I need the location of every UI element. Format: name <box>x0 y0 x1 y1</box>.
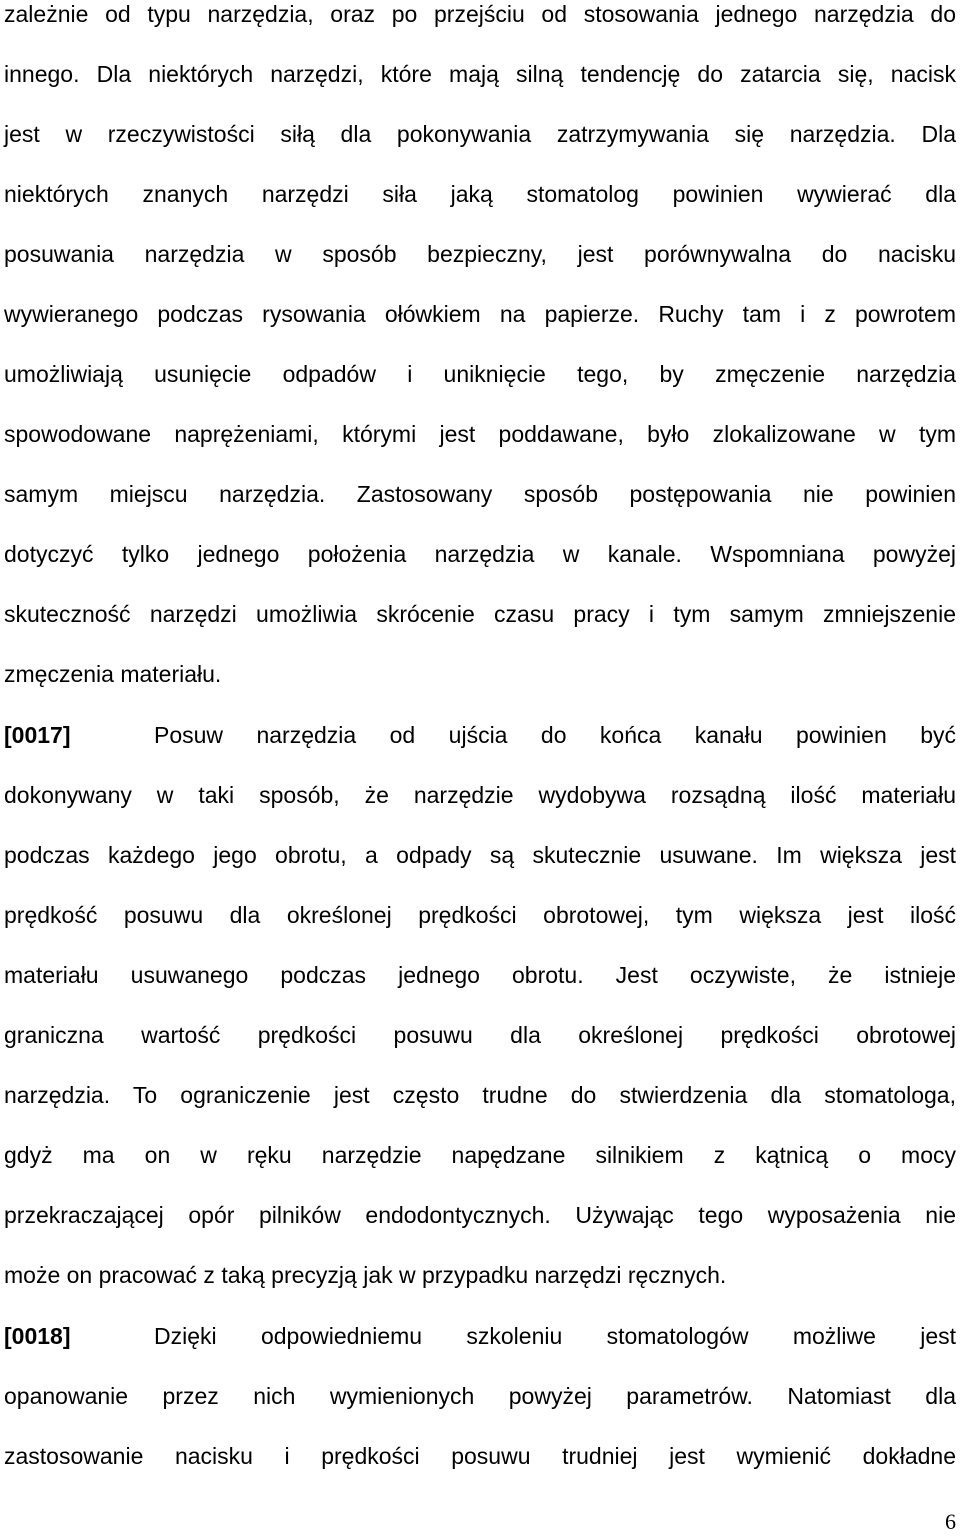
text-line: jest w rzeczywistości siłą dla pokonywania zatrzymywania się narzędzia. Dla <box>4 121 956 147</box>
paragraph-number: [0018] <box>4 1323 71 1349</box>
text-line: zastosowanie nacisku i prędkości posuwu trudniej jest wymienić dokładne <box>4 1443 956 1469</box>
text-line: przekraczającej opór pilników endodontycznych. Używając tego wyposażenia nie <box>4 1202 956 1228</box>
text-line: Posuw narzędzia od ujścia do końca kanału powinien być <box>154 722 956 748</box>
text-line: umożliwiają usunięcie odpadów i uniknięcie tego, by zmęczenie narzędzia <box>4 361 956 387</box>
text-line: graniczna wartość prędkości posuwu dla określonej prędkości obrotowej <box>4 1022 956 1048</box>
text-line: dokonywany w taki sposób, że narzędzie wydobywa rozsądną ilość materiału <box>4 782 956 808</box>
text-line: dotyczyć tylko jednego położenia narzędzia w kanale. Wspomniana powyżej <box>4 541 956 567</box>
text-line: skuteczność narzędzi umożliwia skrócenie czasu pracy i tym samym zmniejszenie <box>4 601 956 627</box>
text-line: materiału usuwanego podczas jednego obrotu. Jest oczywiste, że istnieje <box>4 962 956 988</box>
paragraph-number: [0017] <box>4 722 71 748</box>
text-line: zmęczenia materiału. <box>4 661 222 687</box>
text-line: wywieranego podczas rysowania ołówkiem na papierze. Ruchy tam i z powrotem <box>4 301 956 327</box>
text-line: gdyż ma on w ręku narzędzie napędzane silnikiem z kątnicą o mocy <box>4 1142 956 1168</box>
text-line: zależnie od typu narzędzia, oraz po przejściu od stosowania jednego narzędzia do <box>4 1 956 27</box>
text-line: narzędzia. To ograniczenie jest często trudne do stwierdzenia dla stomatologa, <box>4 1082 956 1108</box>
text-line: samym miejscu narzędzia. Zastosowany sposób postępowania nie powinien <box>4 481 956 507</box>
paragraph-0017-first-line <box>4 715 956 755</box>
text-line: posuwania narzędzia w sposób bezpieczny, jest porównywalna do nacisku <box>4 241 956 267</box>
text-line: niektórych znanych narzędzi siła jaką stomatolog powinien wywierać dla <box>4 181 956 207</box>
text-line: innego. Dla niektórych narzędzi, które mają silną tendencję do zatarcia się, nacisk <box>4 61 956 87</box>
text-line: może on pracować z taką precyzją jak w przypadku narzędzi ręcznych. <box>4 1262 727 1288</box>
text-line: podczas każdego jego obrotu, a odpady są skutecznie usuwane. Im większa jest <box>4 842 956 868</box>
text-line: prędkość posuwu dla określonej prędkości obrotowej, tym większa jest ilość <box>4 902 956 928</box>
text-line: spowodowane naprężeniami, którymi jest poddawane, było zlokalizowane w tym <box>4 421 956 447</box>
page-number: 6 <box>945 1509 956 1534</box>
paragraph-0018-first-line <box>4 1316 956 1356</box>
text-line: Dzięki odpowiedniemu szkoleniu stomatologów możliwe jest <box>154 1323 956 1349</box>
text-line: opanowanie przez nich wymienionych powyżej parametrów. Natomiast dla <box>4 1383 956 1409</box>
